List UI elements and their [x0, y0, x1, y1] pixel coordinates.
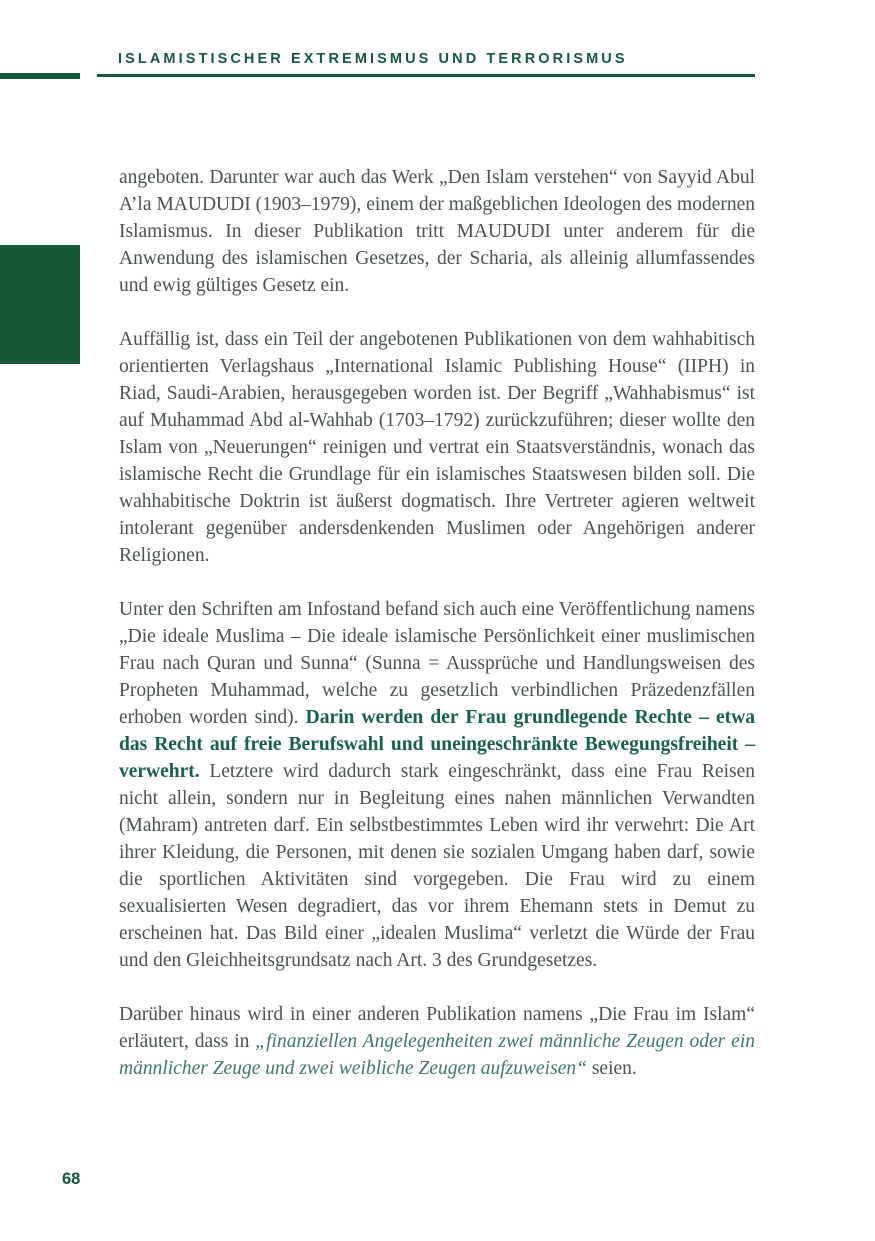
paragraph-1 — [119, 164, 755, 299]
paragraph-2-text: Auffällig ist, dass ein Teil der angebotenen Publikationen von dem wahhabitisch orientierten Verlagshaus „International Islamic Publishing House“ (IIPH) in Riad, Saudi-Arabien, herausgegeben worden ist. Der Begriff „Wahhabismus“ ist auf Muhammad Abd al-Wahhab (1703–1792) zurückzuführen; dieser wollte den Islam von „Neuerungen“ reinigen und vertrat ein Staatsverständnis, wonach das islamische Recht die Grundlage für ein islamisches Staatswesen bilden soll. Die wahhabitische Doktrin ist äußerst dogmatisch. Ihre Vertreter agieren weltweit intolerant gegenüber andersdenkenden Muslimen oder Angehörigen anderer Religionen. — [119, 329, 755, 566]
paragraph-4-text-lead: Darüber hinaus wird in einer anderen Publikation namens „Die Frau im Islam“ erläutert, dass in — [119, 1004, 755, 1052]
paragraph-3 — [119, 596, 755, 974]
paragraph-3-text-lead: Unter den Schriften am Infostand befand sich auch eine Veröffentlichung namens „Die ideale Muslima – Die ideale islamische Persönlichkeit einer muslimischen Frau nach Quran und Sunna“ (Sunna = Aussprüche und Handlungsweisen des Propheten Muhammad, welche zu gesetzlich verbindlichen Präzedenzfällen erhoben worden sind). — [119, 599, 755, 728]
left-accent-block — [0, 245, 80, 364]
paragraph-4 — [119, 1001, 755, 1082]
paragraph-4-text-tail: seien. — [586, 1058, 637, 1079]
left-accent-top-bar — [0, 73, 80, 79]
running-header-title: ISLAMISTISCHER EXTREMISMUS UND TERRORISMUS — [118, 51, 628, 67]
paragraph-1-text: angeboten. Darunter war auch das Werk „Den Islam verstehen“ von Sayyid Abul A’la MAUDUDI (1903–1979), einem der maßgeblichen Ideologen des modernen Islamismus. In dieser Publikation tritt MAUDUDI unter anderem für die Anwendung des islamischen Gesetzes, der Scharia, als alleinig allumfassendes und ewig gültiges Gesetz ein. — [119, 167, 755, 296]
paragraph-2 — [119, 326, 755, 569]
paragraph-3-text-tail: Letztere wird dadurch stark eingeschränkt, dass eine Frau Reisen nicht allein, sondern nur in Begleitung eines nahen männlichen Verwandten (Mahram) antreten darf. Ein selbstbestimmtes Leben wird ihr verwehrt: Die Art ihrer Kleidung, die Personen, mit denen sie sozialen Umgang haben darf, sowie die sportlichen Aktivitäten sind vorgegeben. Die Frau wird zu einem sexualisierten Wesen degradiert, das vor ihrem Ehemann stets in Demut zu erscheinen hat. Das Bild einer „idealen Muslima“ verletzt die Würde der Frau und den Gleichheitsgrundsatz nach Art. 3 des Grundgesetzes. — [119, 761, 755, 971]
body-text-column — [119, 164, 755, 1109]
page-number: 68 — [62, 1170, 81, 1188]
paragraph-4-quotation-green-italic: „finanziellen Angelegenheiten zwei männliche Zeugen oder ein männlicher Zeuge und zwei weibliche Zeugen aufzuweisen“ — [119, 1031, 755, 1079]
paragraph-3-emphasis-green-bold: Darin werden der Frau grundlegende Rechte – etwa das Recht auf freie Berufswahl und uneingeschränkte Bewegungsfreiheit – verwehrt. — [119, 707, 755, 782]
header-rule — [97, 74, 755, 77]
